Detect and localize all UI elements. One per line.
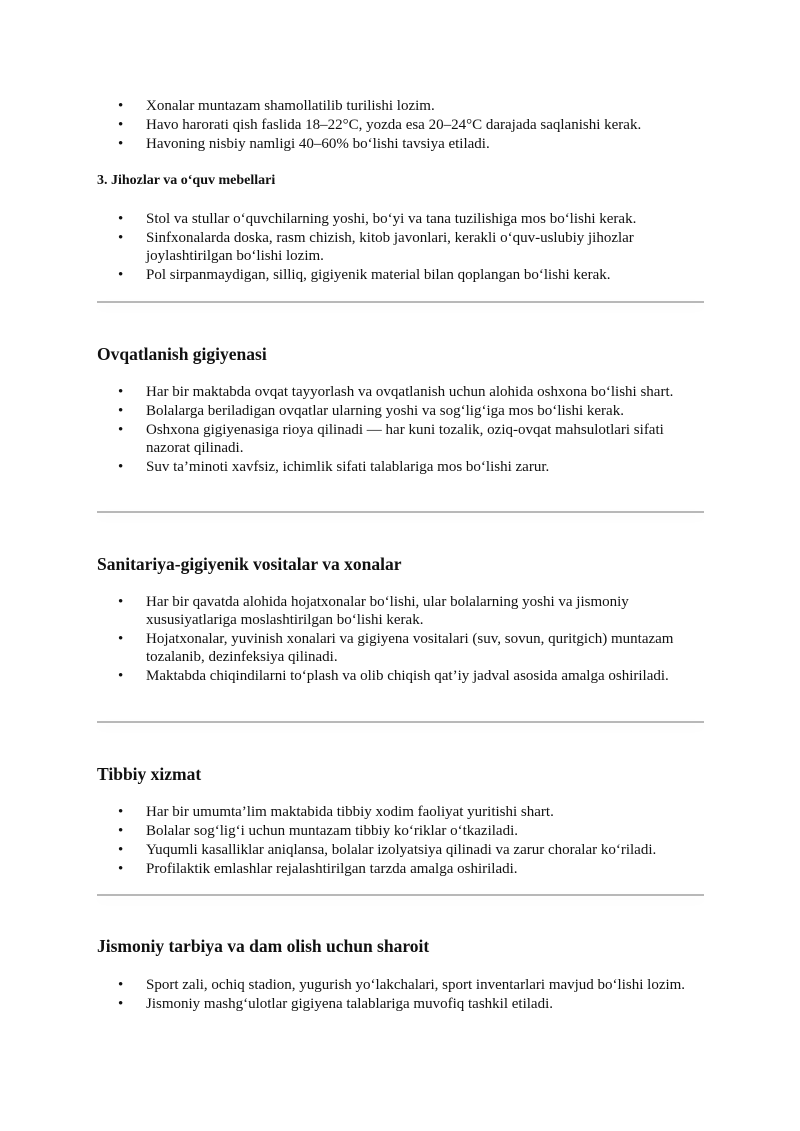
list-item: • Suv ta’minoti xavfsiz, ichimlik sifati talablariga mos bo‘lishi zarur.: [118, 458, 708, 476]
section-title: Ovqatlanish gigiyenasi: [97, 344, 267, 364]
list-item: • Yuqumli kasalliklar aniqlansa, bolalar izolyatsiya qilinadi va zarur choralar ko‘riladi.: [118, 841, 708, 859]
section-divider: [97, 301, 704, 303]
list-item: • Oshxona gigiyenasiga rioya qilinadi — har kuni tozalik, oziq-ovqat mahsulotlari sifati nazorat qilinadi.: [118, 421, 708, 457]
section-divider: [97, 511, 704, 513]
section-divider: [97, 721, 704, 723]
section-title: Sanitariya-gigiyenik vositalar va xonalar: [97, 554, 402, 574]
list-item: • Bolalar sog‘lig‘i uchun muntazam tibbiy ko‘riklar o‘tkaziladi.: [118, 822, 708, 840]
list-item: • Sinfxonalarda doska, rasm chizish, kitob javonlari, kerakli o‘quv-uslubiy jihozlar joylashtirilgan bo‘lishi lozim.: [118, 229, 708, 265]
section-list: [118, 593, 708, 686]
list-item: • Har bir umumta’lim maktabida tibbiy xodim faoliyat yuritishi shart.: [118, 803, 708, 821]
subsection-list: [118, 210, 708, 285]
list-item: • Havo harorati qish faslida 18–22°C, yozda esa 20–24°C darajada saqlanishi kerak.: [118, 116, 708, 134]
list-item: • Hojatxonalar, yuvinish xonalari va gigiyena vositalari (suv, sovun, quritgich) muntazam tozalanib, dezinfeksiya qilinadi.: [118, 630, 708, 666]
list-item: • Pol sirpanmaydigan, silliq, gigiyenik material bilan qoplangan bo‘lishi kerak.: [118, 266, 708, 284]
list-item: • Har bir maktabda ovqat tayyorlash va ovqatlanish uchun alohida oshxona bo‘lishi shart.: [118, 383, 708, 401]
list-item: • Stol va stullar o‘quvchilarning yoshi, bo‘yi va tana tuzilishiga mos bo‘lishi kerak.: [118, 210, 708, 228]
list-item: • Jismoniy mashg‘ulotlar gigiyena talablariga muvofiq tashkil etiladi.: [118, 995, 708, 1013]
list-item: • Maktabda chiqindilarni to‘plash va olib chiqish qat’iy jadval asosida amalga oshiriladi.: [118, 667, 708, 685]
intro-list: [118, 97, 708, 154]
list-item: • Har bir qavatda alohida hojatxonalar bo‘lishi, ular bolalarning yoshi va jismoniy xususiyatlariga moslashtirilgan bo‘lishi kerak.: [118, 593, 708, 629]
section-list: [118, 803, 708, 879]
list-item: • Havoning nisbiy namligi 40–60% bo‘lishi tavsiya etiladi.: [118, 135, 708, 153]
list-item: • Profilaktik emlashlar rejalashtirilgan tarzda amalga oshiriladi.: [118, 860, 708, 878]
list-item: • Xonalar muntazam shamollatilib turilishi lozim.: [118, 97, 708, 115]
list-item: • Sport zali, ochiq stadion, yugurish yo‘lakchalari, sport inventarlari mavjud bo‘lishi lozim.: [118, 976, 708, 994]
section-list: [118, 976, 708, 1014]
section-title: Jismoniy tarbiya va dam olish uchun sharoit: [97, 936, 430, 956]
section-title: Tibbiy xizmat: [97, 764, 202, 784]
section-list: [118, 383, 708, 477]
subsection-heading: 3. Jihozlar va o‘quv mebellari: [97, 173, 276, 188]
section-divider: [97, 894, 704, 896]
list-item: • Bolalarga beriladigan ovqatlar ularning yoshi va sog‘lig‘iga mos bo‘lishi kerak.: [118, 402, 708, 420]
